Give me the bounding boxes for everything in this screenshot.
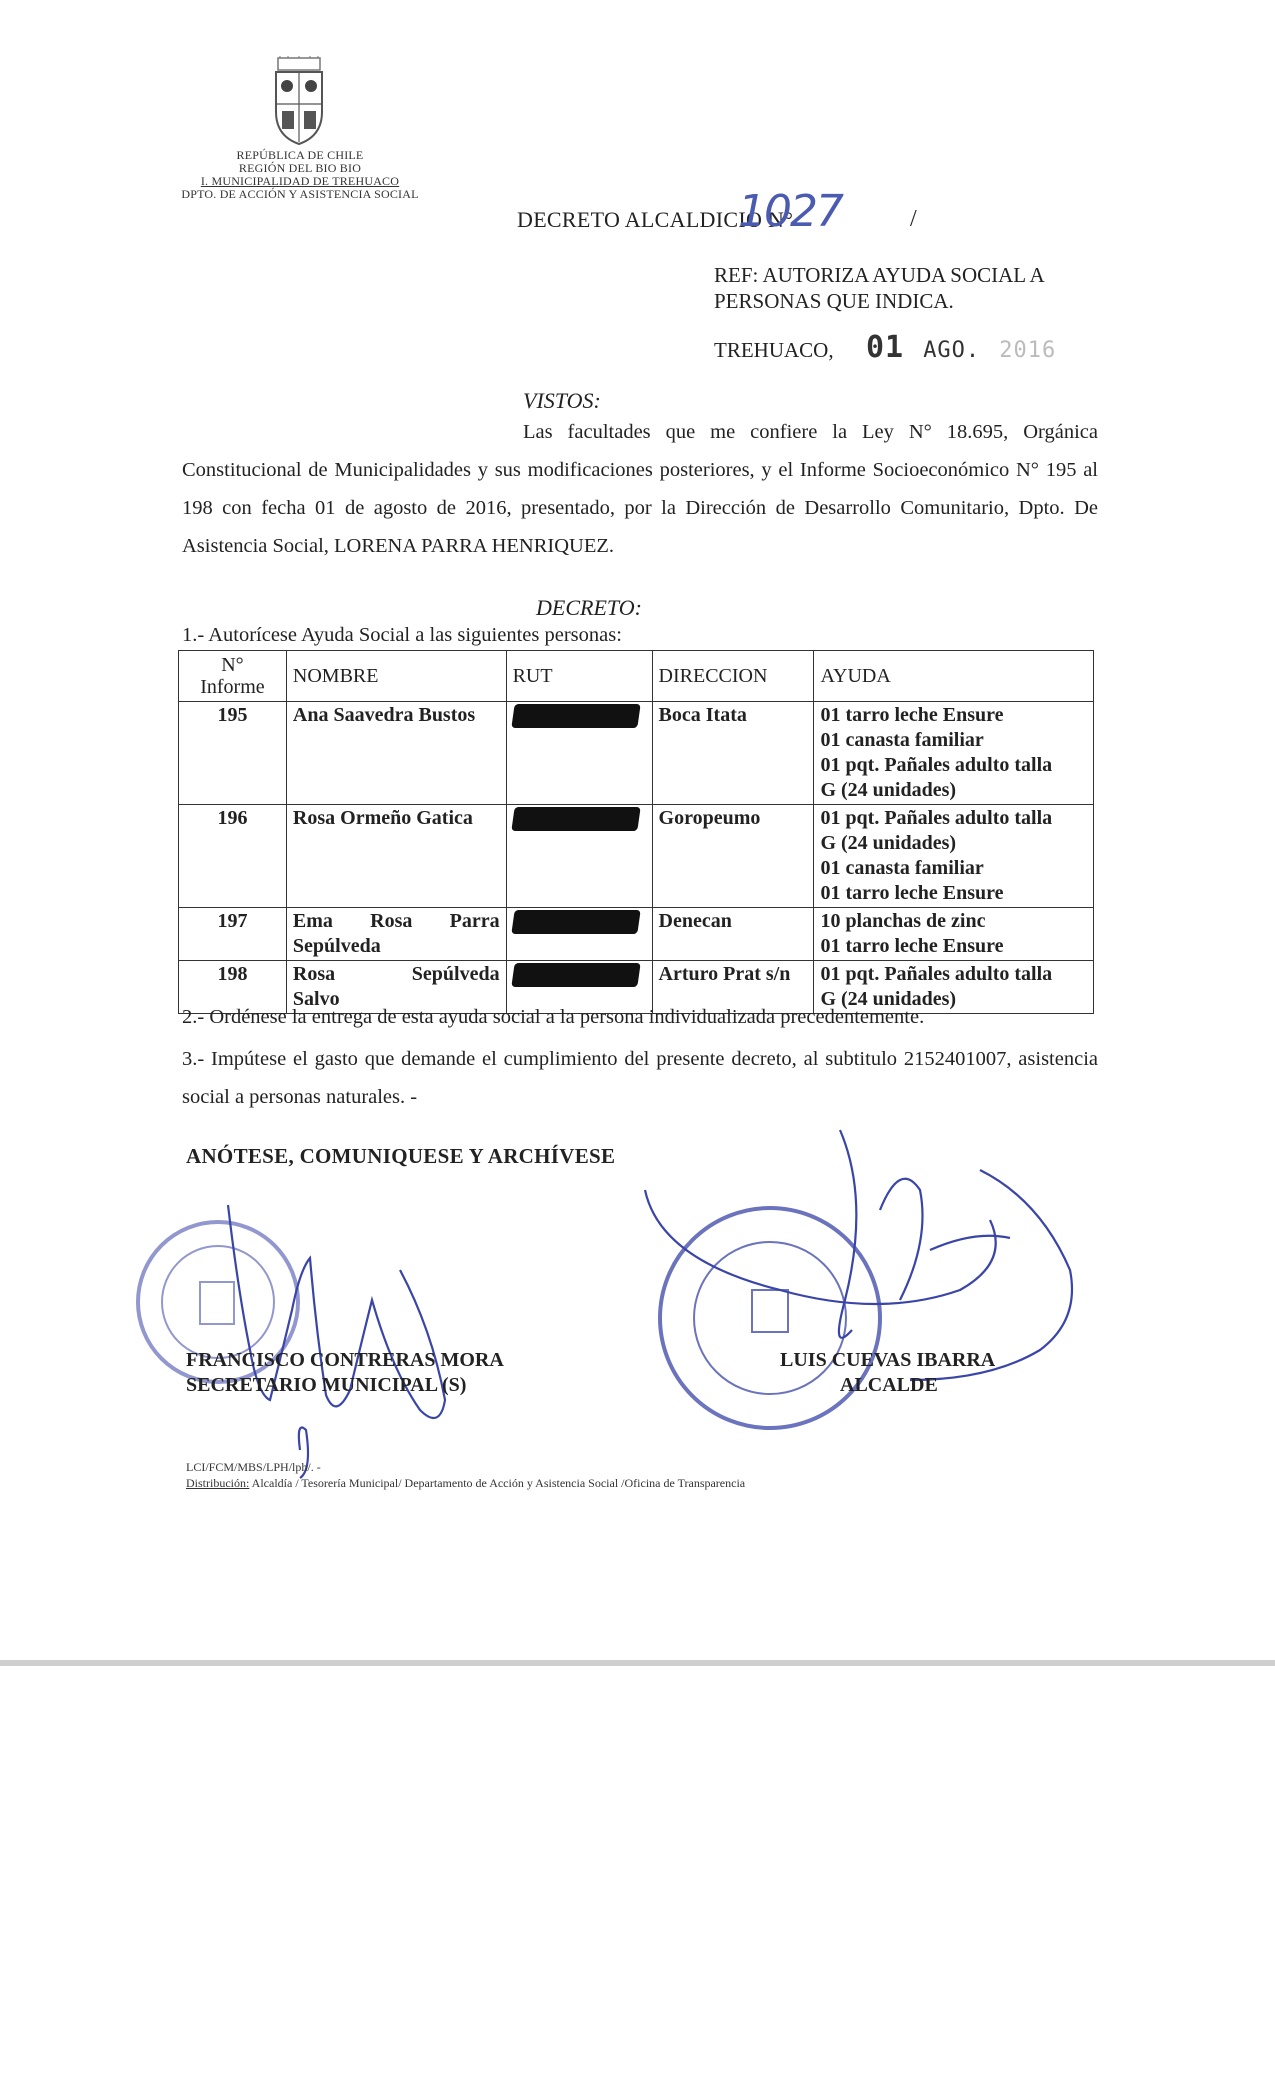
- cell-nombre: Rosa Sepúlveda Salvo: [286, 961, 506, 1014]
- beneficiaries-table: [178, 650, 1094, 1014]
- cell-rut: [506, 702, 652, 805]
- cell-direccion: Denecan: [652, 908, 814, 961]
- decreto-heading: DECRETO:: [536, 595, 642, 620]
- header-informe: N° Informe: [179, 651, 287, 702]
- redaction-mark: [511, 910, 640, 934]
- distribution-label: Distribución:: [186, 1476, 250, 1490]
- decree-title: DECRETO ALCALDICIO N°: [517, 207, 794, 232]
- distribution-text: Alcaldía / Tesorería Municipal/ Departamento de Acción y Asistencia Social /Oficina de Transparencia: [249, 1476, 746, 1490]
- date-stamp-month: AGO.: [923, 338, 981, 363]
- institution-line-municipality: I. MUNICIPALIDAD DE TREHUACO: [200, 174, 400, 188]
- vistos-paragraph: Las facultades que me confiere la Ley N° 18.695, Orgánica Constitucional de Municipalidades y sus modificaciones posteriores, y el Informe Socioeconómico N° 195 al 198 con fecha 01 de agosto de 2016, presentado, por la Dirección de Desarrollo Comunitario, Dpto. De Asistencia Social, LORENA PARRA HENRIQUEZ.: [182, 421, 1098, 557]
- cell-informe: 196: [179, 805, 287, 908]
- cell-ayuda: 01 pqt. Pañales adulto talla G (24 unidades) 01 canasta familiar 01 tarro leche Ensure: [814, 805, 1094, 908]
- institution-line-department: DPTO. DE ACCIÓN Y ASISTENCIA SOCIAL: [181, 187, 419, 201]
- cell-rut: [506, 805, 652, 908]
- header-direccion: DIRECCION: [652, 651, 814, 702]
- header-ayuda: AYUDA: [814, 651, 1094, 702]
- table-row: [179, 908, 1094, 961]
- redaction-mark: [511, 963, 640, 987]
- distribution-line: [186, 1476, 745, 1491]
- cell-direccion: Boca Itata: [652, 702, 814, 805]
- cell-ayuda: 10 planchas de zinc 01 tarro leche Ensure: [814, 908, 1094, 961]
- decreto-item-2: 2.- Ordénese la entrega de esta ayuda social a la persona individualizada precedentemente.: [182, 1006, 925, 1028]
- institution-line-region: REGIÓN DEL BIO BIO: [238, 161, 362, 175]
- municipal-crest-icon: [268, 56, 330, 148]
- reference-codes: LCI/FCM/MBS/LPH/lph/. -: [186, 1460, 321, 1474]
- alcalde-name: LUIS CUEVAS IBARRA: [780, 1349, 996, 1371]
- page-edge: [0, 1660, 1275, 1666]
- redaction-mark: [511, 807, 640, 831]
- table-row: [179, 702, 1094, 805]
- header-rut: RUT: [506, 651, 652, 702]
- cell-direccion: Arturo Prat s/n: [652, 961, 814, 1014]
- place-label: TREHUACO,: [714, 338, 834, 362]
- decreto-item-1: 1.- Autorícese Ayuda Social a las siguientes personas:: [182, 624, 622, 646]
- date-stamp: [866, 330, 1056, 365]
- secretary-name: FRANCISCO CONTRERAS MORA: [186, 1349, 504, 1371]
- cell-nombre: Rosa Ormeño Gatica: [286, 805, 506, 908]
- reference-line-2: PERSONAS QUE INDICA.: [714, 289, 954, 313]
- cell-informe: 195: [179, 702, 287, 805]
- decreto-item-3: 3.- Impútese el gasto que demande el cumplimiento del presente decreto, al subtitulo 2152401007, asistencia social a personas naturales. -: [182, 1048, 1098, 1108]
- cell-ayuda: 01 tarro leche Ensure 01 canasta familiar 01 pqt. Pañales adulto talla G (24 unidades): [814, 702, 1094, 805]
- redaction-mark: [511, 704, 640, 728]
- closing-formula: ANÓTESE, COMUNIQUESE Y ARCHÍVESE: [186, 1144, 616, 1168]
- institution-header: [180, 149, 420, 201]
- table-header-row: [179, 651, 1094, 702]
- reference-line-1: REF: AUTORIZA AYUDA SOCIAL A: [714, 263, 1045, 287]
- cell-rut: [506, 908, 652, 961]
- cell-informe: 197: [179, 908, 287, 961]
- cell-ayuda: 01 pqt. Pañales adulto talla G (24 unidades): [814, 961, 1094, 1014]
- institution-line-country: REPÚBLICA DE CHILE: [236, 148, 364, 162]
- cell-direccion: Goropeumo: [652, 805, 814, 908]
- cell-nombre: Ema Rosa Parra Sepúlveda: [286, 908, 506, 961]
- date-stamp-year: 2016: [999, 338, 1057, 363]
- vistos-heading: VISTOS:: [523, 388, 601, 413]
- cell-nombre: Ana Saavedra Bustos: [286, 702, 506, 805]
- secretary-role: SECRETARIO MUNICIPAL (S): [186, 1374, 467, 1396]
- date-stamp-day: 01: [866, 330, 905, 365]
- header-nombre: NOMBRE: [286, 651, 506, 702]
- table-row: [179, 805, 1094, 908]
- alcalde-role: ALCALDE: [840, 1374, 938, 1396]
- decree-slash: /: [910, 206, 917, 232]
- decree-number-handwritten: 1027: [738, 186, 842, 237]
- cell-informe: 198: [179, 961, 287, 1014]
- reference-block: [714, 262, 1134, 314]
